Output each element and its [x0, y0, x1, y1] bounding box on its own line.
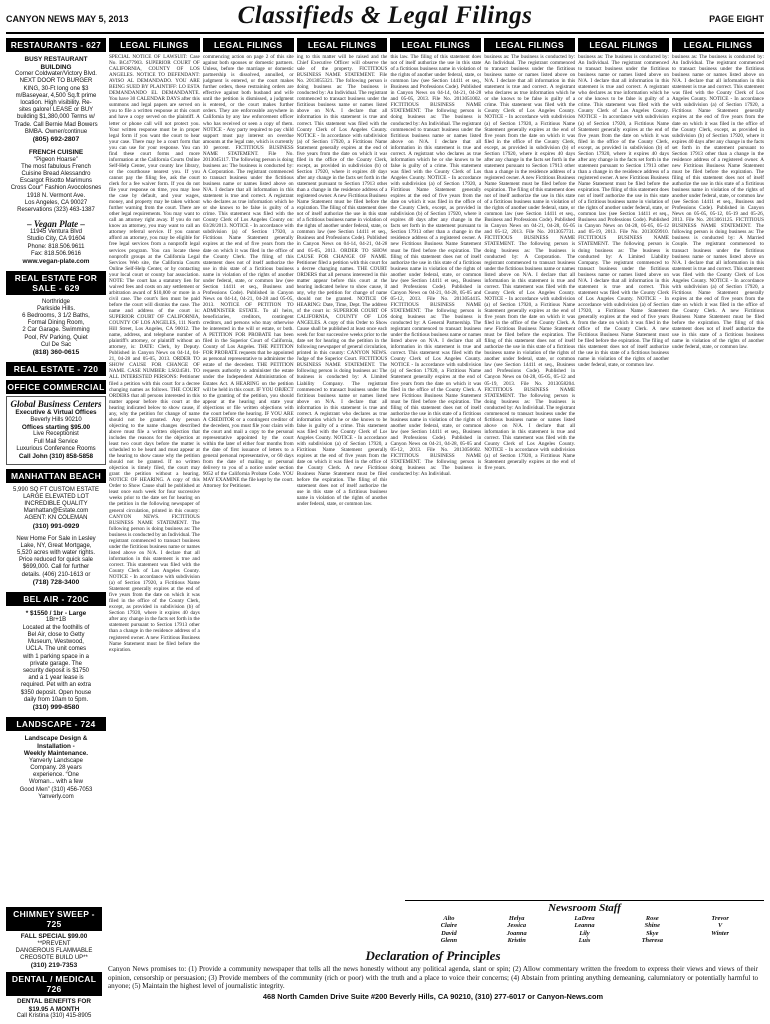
ad-line: CREOSOTE BUILD UP** — [20, 955, 88, 961]
page-body — [6, 38, 764, 904]
legal-filings-header: LEGAL FILINGS — [297, 38, 388, 52]
ad-line: Woman... with a few — [29, 779, 83, 786]
ad-phone: (805) 692-2807 — [32, 136, 80, 144]
ad-line: 6 Bedrooms, 3 1/2 Baths, — [22, 313, 90, 320]
ad-line: Escargot Risotto Marimuns — [19, 178, 93, 185]
vegan-plate-ad — [6, 217, 106, 268]
ad-line: Reservations (323) 463-1387 — [17, 207, 95, 214]
legal-notice-text: this law. The filing of this statement does not of itself authorize the use in this state of a fictitious business name in violation of the rights of another under federal, state, or common law (see Section 14411 et seq., Business and Professions Code). Published in Canyon News on 04-14, 04-21, 04-28 and 05-05, 2013. File No. 2013051002. FICTITIOUS BUSINESS NAME STATEMENT. The following person is doing business as: The business is conducted by: An Individual. The registrant commenced to transact business under the fictitious business name or names listed above on N/A. I declare that all information in this statement is true and correct. A registrant who declares as true information which he or she knows to be false is guilty of a crime. This statement was filed with the County Clerk of Los Angeles County. NOTICE - In accordance with subdivision (a) of Section 17920, a Fictitious Name Statement generally expires at the end of five years from the date on which it was filed in the office of the County Clerk, except, as provided in subdivision (b) of Section 17920, where it expires 40 days after any change in the facts set forth in the statement pursuant to Section 17913 other than a change in the residence address of a registered owner. A new Fictitious Business Name Statement must be filed before the expiration. The filing of this statement does not of itself authorize the use in this state of a fictitious business name in violation of the rights of another under federal, state, or common law (see Section 14411 et seq., Business and Professions Code). Published in Canyon News on 04-21, 04-28, 05-05 and 05-12, 2013. File No. 2013054415. FICTITIOUS BUSINESS NAME STATEMENT. The following person is doing business as: The business is conducted by: A General Partnership. The registrant commenced to transact business under the fictitious business name or names listed above on N/A. I declare that all information in this statement is true and correct. This statement was filed with the County Clerk of Los Angeles County. NOTICE - In accordance with subdivision (a) of Section 17920, a Fictitious Name Statement generally expires at the end of five years from the date on which it was filed in the office of the County Clerk. A new Fictitious Business Name Statement must be filed before the expiration. The filing of this statement does not of itself authorize the use in this state of a fictitious business name in violation of the rights of another under federal, state, or common law (see Section 14411 et seq., Business and Professions Code). Published in Canyon News on 04-21, 04-28, 05-05 and 05-12, 2013. File No. 2013056602. FICTITIOUS BUSINESS NAME STATEMENT. The following person is doing business as: The business is conducted by: An Individual. — [390, 54, 482, 478]
northridge-ad — [6, 297, 106, 360]
ad-line: Located at the foothills of — [22, 624, 90, 631]
staff-name: Joanna — [506, 929, 527, 937]
legal-filings-header: LEGAL FILINGS — [390, 38, 481, 52]
ad-line: details. (406) 210-1613 or — [21, 571, 91, 578]
ad-line: 5,520 acres with water rights. — [16, 550, 96, 557]
ad-line: 11945 Ventura Blvd — [30, 229, 82, 236]
ad-line: 2 Car Garage. Swimming — [22, 327, 90, 334]
ad-line: Yanverly.com — [38, 793, 74, 800]
staff-column — [618, 915, 686, 944]
legal-filings-header: LEGAL FILINGS — [672, 38, 764, 52]
new-home-ad — [6, 534, 106, 590]
legal-column-2 — [203, 38, 294, 904]
ad-line: Weekly Maintenance. — [23, 750, 89, 758]
dental-medical-header — [6, 972, 102, 996]
chimney-sweep-header: CHIMNEY SWEEP - 725 — [6, 907, 102, 931]
ad-line: The most fabulous French — [21, 163, 91, 170]
bel-air-ad — [6, 608, 106, 715]
staff-name: David — [441, 929, 457, 937]
staff-name: Alto — [443, 915, 455, 922]
real-estate-sale-header: REAL ESTATE FOR SALE - 629 — [6, 271, 106, 295]
declaration-of-principles — [102, 948, 764, 1020]
staff-name: Skye — [646, 929, 659, 937]
ad-line: Cross Cour” Fashion Avocolosnes — [10, 185, 102, 192]
ad-line: BMBA. Owner/continue — [24, 128, 88, 135]
declaration-text: Canyon News promises to: (1) Provide a community newspaper that tells all the news honestly without any political agenda, slant or spin; (2) Allow commentary written the freedom to express their views and views of their opinion, censorship or persuasion; (3) Provide members of the community (rich or poor) with the truth and a place to voice their concerns; (4) Abstain from printing anything demeaning, calumniatory or potentially harmful to anyone; (5) Maintain the highest level of journalistic integrity. — [108, 965, 758, 991]
landscape-header: LANDSCAPE - 724 — [6, 717, 106, 731]
legal-notice-text: business as: The business is conducted by: An Individual. The registrant commenced to transact business under the fictitious business name or names listed above on N/A. I declare that all information in this statement is true and correct. This statement was filed with the County Clerk of Los Angeles County. NOTICE - In accordance with subdivision (a) of Section 17920, a Fictitious Name Statement generally expires at the end of five years from the date on which it was filed in the office of the County Clerk, except, as provided in subdivision (b) of Section 17920, where it expires 40 days after any change in the facts set forth in the statement pursuant to Section 17913 other than a change in the residence address of a registered owner. A new Fictitious Business Name Statement must be filed before the expiration. The filing of this statement does not of itself authorize the use in this state of a fictitious business name in violation of the rights of another under federal, state, or common law (see Section 14411 et seq., Business and Professions Code). Published in Canyon News on 05-05, 05-12, 05-19 and 05-26, 2013. File No. 2013061125. FICTITIOUS BUSINESS NAME STATEMENT. The following person is doing business as: The business is conducted by: A Married Couple. The registrant commenced to transact business under the fictitious business name or names listed above on N/A. I declare that all information in this statement is true and correct. This statement was filed with the County Clerk of Los Angeles County. NOTICE - In accordance with subdivision (a) of Section 17920, a Fictitious Name Statement generally expires at the end of five years from the date on which it was filed in the office of the County Clerk. A new Fictitious Business Name Statement must be filed before the expiration. The filing of this statement does not of itself authorize the use in this state of a fictitious business name in violation of the rights of another under federal, state, or common law. — [671, 54, 764, 351]
ad-line: NEXT DOOR TO BURGER — [19, 78, 93, 85]
ad-line: $699,000. Call for further — [22, 564, 90, 571]
legal-notice-text: ing to this matter will be raised and the Chief Executive Officer will observe the sale of the property. FICTITIOUS BUSINESS NAME STATEMENT. File No. 2013055321. The following person is doing business as: The business is conducted by: An Individual. The registrant commenced to transact business under the fictitious business name or names listed above on N/A. I declare that all information in this statement is true and correct. This statement was filed with the County Clerk of Los Angeles County. NOTICE - In accordance with subdivision (a) of Section 17920, a Fictitious Name Statement generally expires at the end of five years from the date on which it was filed in the office of the County Clerk, except, as provided in subdivision (b) of Section 17920, where it expires 40 days after any change in the facts set forth in the statement pursuant to Section 17913 other than a change in the residence address of a registered owner. A new Fictitious Business Name Statement must be filed before the expiration. The filing of this statement does not of itself authorize the use in this state of a fictitious business name in violation of the rights of another under federal, state, or common law (see Section 14411 et seq., Business and Professions Code). Published in Canyon News on 04-14, 04-21, 04-28 and 05-05, 2013. ORDER TO SHOW CAUSE FOR CHANGE OF NAME. Petitioner filed a petition with this court for a decree changing names. THE COURT ORDERS that all persons interested in this matter appear before this court at the hearing indicated below to show cause, if any, why the petition for change of name should not be granted. NOTICE OF HEARING: Date, Time, Dept. The address of the court is: SUPERIOR COURT OF CALIFORNIA, COUNTY OF LOS ANGELES. A copy of this Order to Show Cause shall be published at least once each week for four successive weeks prior to the date set for hearing on the petition in the following newspaper of general circulation, printed in this county: CANYON NEWS. Judge of the Superior Court. FICTITIOUS BUSINESS NAME STATEMENT. The following person is doing business as: The business is conducted by: A Limited Liability Company. The registrant commenced to transact business under the fictitious business name or names listed above on N/A. I declare that all information in this statement is true and correct. A registrant who declares as true information which he or she knows to be false is guilty of a crime. This statement was filed with the County Clerk of Los Angeles County. NOTICE - In accordance with subdivision (a) of Section 17920, a Fictitious Name Statement generally expires at the end of five years from the date on which it was filed in the office of the County Clerk. A new Fictitious Business Name Statement must be filed before the expiration. The filing of this statement does not of itself authorize the use in this state of a fictitious business name in violation of the rights of another under federal, state, or common law. — [296, 54, 388, 508]
staff-name: Lily — [579, 929, 590, 937]
ad-line: Executive & Virtual Offices — [15, 409, 97, 417]
ad-line: “Pigeon Hoarse” — [34, 156, 78, 163]
staff-name: Helya — [508, 915, 525, 922]
staff-name: LaDrea — [574, 915, 595, 922]
bel-air-header: BEL AIR - 720C — [6, 592, 106, 606]
office-commercial-header: OFFICE COMMERCIAL — [7, 382, 105, 393]
vegan-logo: – Vegan Plate – — [27, 219, 85, 230]
ad-line: BUSY RESTAURANT — [24, 56, 88, 63]
dental-ad — [6, 998, 102, 1023]
ad-phone: (310) 219-7353 — [30, 962, 78, 970]
ad-line: Live Receptionist — [33, 431, 79, 438]
ad-line: Los Angeles, CA 90027 — [24, 199, 88, 206]
legal-notice-text: business as: The business is conducted by: An Individual. The registrant commenced to transact business under the fictitious business name or names listed above on N/A. I declare that all information in this statement is true and correct. A registrant who declares as true information which he or she knows to be false is guilty of a crime. This statement was filed with the County Clerk of Los Angeles County. NOTICE - In accordance with subdivision (a) of Section 17920, a Fictitious Name Statement generally expires at the end of five years from the date on which it was filed in the office of the County Clerk, except, as provided in subdivision (b) of Section 17920, where it expires 40 days after any change in the facts set forth in the statement pursuant to Section 17913 other than a change in the residence address of a registered owner. A new Fictitious Business Name Statement must be filed before the expiration. The filing of this statement does not of itself authorize the use in this state of a fictitious business name in violation of the rights of another under federal, state, or common law (see Section 14411 et seq., Business and Professions Code). Published in Canyon News on 04-21, 04-28, 05-05 and 05-12, 2013. File No. 2013057731. FICTITIOUS BUSINESS NAME STATEMENT. The following person is doing business as: The business is conducted by: A Corporation. The registrant commenced to transact business under the fictitious business name or names listed above on N/A. I declare that all information in this statement is true and correct. This statement was filed with the County Clerk of Los Angeles County. NOTICE - In accordance with subdivision (a) of Section 17920, a Fictitious Name Statement generally expires at the end of five years from the date on which it was filed in the office of the County Clerk. A new Fictitious Business Name Statement must be filed before the expiration. The filing of this statement does not of itself authorize the use in this state of a fictitious business name in violation of the rights of another under federal, state, or common law (see Section 14411 et seq., Business and Professions Code). Published in Canyon News on 04-28, 05-05, 05-12 and 05-19, 2013. File No. 2013058204. FICTITIOUS BUSINESS NAME STATEMENT. The following person is doing business as: The business is conducted by: An Individual. The registrant commenced to transact business under the fictitious business name or names listed above on N/A. I declare that all information in this statement is true and correct. This statement was filed with the County Clerk of Los Angeles County. NOTICE - In accordance with subdivision (a) of Section 17920, a Fictitious Name Statement generally expires at the end of five years. — [484, 54, 576, 472]
legal-column-7 — [672, 38, 764, 904]
ad-line: Studio City, CA 91604 — [26, 236, 86, 243]
ad-phone: Call John (310) 858-5858 — [18, 453, 94, 461]
declaration-title: Declaration of Principles — [365, 948, 501, 963]
staff-name: Luis — [578, 936, 591, 944]
ad-line: Northridge — [41, 298, 70, 305]
ad-line: Lake, NY, Great Mortgage, — [20, 542, 92, 549]
ad-line: m/Baseyear, 4,500 Sq.ft prime — [15, 92, 97, 99]
ad-line: Price reduced for quick sale — [18, 557, 94, 564]
ad-line: BUILDING — [40, 63, 72, 71]
contact-footer: 468 North Camden Drive Suite #200 Beverly Hills, CA 90210, (310) 277-6017 or Canyon-News.com — [262, 991, 604, 1001]
staff-title: Newsroom Staff — [548, 902, 621, 914]
ad-line: **PREVENT — [37, 940, 71, 947]
legal-filings-header: LEGAL FILINGS — [109, 38, 200, 52]
legal-filings-header: LEGAL FILINGS — [578, 38, 669, 52]
legal-filings-header: LEGAL FILINGS — [484, 38, 575, 52]
staff-name: Rose — [645, 915, 659, 922]
ad-line: Museum, Westwood, — [28, 639, 84, 646]
legal-column-6 — [578, 38, 669, 904]
ad-line: $350 deposit. Open house — [20, 689, 92, 696]
staff-name: Glenn — [440, 936, 458, 944]
staff-column — [483, 915, 551, 944]
staff-name: Claire — [440, 922, 458, 930]
staff-name: Winter — [711, 929, 730, 937]
staff-columns — [405, 915, 764, 944]
ad-line: Corner Coldwater/Victory Blvd. — [15, 71, 97, 78]
staff-column — [415, 915, 483, 944]
ad-line: daily from 10am to 5pm. — [23, 696, 89, 703]
ad-price: * $1550 / 1br - Large — [25, 609, 87, 617]
ad-line: Installation - — [37, 742, 75, 750]
ad-line: Bel Air, close to Getty — [27, 631, 85, 638]
ad-line: Phone: 818.506.9611 — [27, 243, 85, 250]
legal-notice-text: commencing action on page 2 of this site against both spouses or domestic partners. Unless, before the marriage or domestic partnership is dissolved, annulled, or judgment is entered, or the court makes further orders, these restraining orders are effective against both husband and wife until the petition is dismissed, a judgment is entered, or the court makes further orders. They are enforceable anywhere in California by any law enforcement officer who has received or seen a copy of them. NOTICE - Any party required to pay child support must pay interest on overdue amounts at the legal rate, which is currently 10 percent. FICTITIOUS BUSINESS NAME STATEMENT. File No. 2013045117. The following person is doing business as: The business is conducted by: A Corporation. The registrant commenced to transact business under the fictitious business name or names listed above on N/A. I declare that all information in this statement is true and correct. A registrant who declares as true information which he or she knows to be false is guilty of a crime. This statement was filed with the County Clerk of Los Angeles County on: 03/28/2013. NOTICE - In accordance with subdivision (a) of Section 17920, a Fictitious Name Statement generally expires at the end of five years from the date on which it was filed in the office of the County Clerk. The filing of this statement does not of itself authorize the use in this state of a fictitious business name in violation of the rights of another under federal, state, or common law (see Section 14411 et seq., Business and Professions Code). Published in Canyon News on 04-14, 04-21, 04-28 and 05-05, 2013. NOTICE OF PETITION TO ADMINISTER ESTATE. To all heirs, beneficiaries, creditors, contingent creditors, and persons who may otherwise be interested in the will or estate, or both. A PETITION FOR PROBATE has been filed in the Superior Court of California, County of Los Angeles. THE PETITION FOR PROBATE requests that be appointed as personal representative to administer the estate of the decedent. THE PETITION requests authority to administer the estate under the Independent Administration of Estates Act. A HEARING on the petition will be held in this court. IF YOU OBJECT to the granting of the petition, you should appear at the hearing and state your objections or file written objections with the court before the hearing. IF YOU ARE A CREDITOR or a contingent creditor of the decedent, you must file your claim with the court and mail a copy to the personal representative appointed by the court within the later of either four months from the date of first issuance of letters to a general personal representative, or 60 days from the date of mailing or personal delivery to you of a notice under section 9052 of the California Probate Code. YOU MAY EXAMINE the file kept by the court. Attorney for Petitioner. — [202, 54, 294, 490]
ad-line: Offices starting $95.00 — [21, 423, 91, 431]
newsroom-staff — [405, 900, 764, 946]
ad-line: Call Kristina (310) 415-8905 — [16, 1013, 92, 1020]
ad-line: DANGEROUS FLAMMABLE — [15, 947, 93, 954]
staff-name: V — [717, 922, 723, 930]
page-number: PAGE EIGHT — [709, 14, 764, 24]
legal-notice-text: business as: The business is conducted by: An Individual. The registrant commenced to transact business under the fictitious business name or names listed above on N/A. I declare that all information in this statement is true and correct. A registrant who declares as true information which he or she knows to be false is guilty of a crime. This statement was filed with the County Clerk of Los Angeles County. NOTICE - In accordance with subdivision (a) of Section 17920, a Fictitious Name Statement generally expires at the end of five years from the date on which it was filed in the office of the County Clerk, except, as provided in subdivision (b) of Section 17920, where it expires 40 days after any change in the facts set forth in the statement pursuant to Section 17913 other than a change in the residence address of a registered owner. A new Fictitious Business Name Statement must be filed before the expiration. The filing of this statement does not of itself authorize the use in this state of a fictitious business name in violation of the rights of another under federal, state, or common law (see Section 14411 et seq., Business and Professions Code). Published in Canyon News on 04-28, 05-05, 05-12 and 05-19, 2013. File No. 2013059910. FICTITIOUS BUSINESS NAME STATEMENT. The following person is doing business as: The business is conducted by: A Limited Liability Company. The registrant commenced to transact business under the fictitious business name or names listed above on N/A. I declare that all information in this statement is true and correct. This statement was filed with the County Clerk of Los Angeles County. NOTICE - In accordance with subdivision (a) of Section 17920, a Fictitious Name Statement generally expires at the end of five years from the date on which it was filed in the office of the County Clerk. A new Fictitious Business Name Statement must be filed before the expiration. The filing of this statement does not of itself authorize the use in this state of a fictitious business name in violation of the rights of another under federal, state, or common law. — [578, 54, 669, 369]
masthead — [6, 4, 764, 34]
ad-line: Parkside Hills. — [36, 305, 75, 312]
ad-line: experience. “One — [32, 772, 80, 779]
legal-column-3 — [297, 38, 388, 904]
staff-name: Jessica — [507, 922, 527, 930]
ad-line: AGENT: KN COLEMAN — [24, 515, 88, 522]
ad-line: $19.95 A MONTH — [28, 1005, 80, 1013]
ad-phone: (310) 991-0929 — [32, 522, 80, 530]
ad-phone: (818) 360-0615 — [32, 349, 80, 357]
busy-restaurant-ad — [6, 54, 106, 147]
ad-line: LARGE ELEVATED LOT — [23, 493, 89, 500]
french-cuisine-ad — [6, 147, 106, 217]
staff-name: Leanna — [574, 922, 595, 930]
ad-line: Pool, RV Parking, Quiet — [24, 334, 88, 341]
issue-date: CANYON NEWS MAY 5, 2013 — [6, 14, 129, 24]
legal-notice-text: SPECIAL NOTICE OF LAWSUIT: Case No. BC477903. SUPERIOR COURT OF CALIFORNIA, COUNTY OF LOS ANGELES. NOTICE TO DEFENDANT: AVISO AL DEMANDADO. YOU ARE BEING SUED BY PLAINTIFF: LO ESTA DEMANDANDO EL DEMANDANTE. You have 30 CALENDAR DAYS after this summons and legal papers are served on you to file a written response at this court and have a copy served on the plaintiff. A letter or phone call will not protect you. Your written response must be in proper legal form if you want the court to hear your case. There may be a court form that you can use for your response. You can find these court forms and more information at the California Courts Online Self-Help Center, your county law library, or the courthouse nearest you. If you cannot pay the filing fee, ask the court clerk for a fee waiver form. If you do not file your response on time, you may lose the case by default, and your wages, money, and property may be taken without further warning from the court. There are other legal requirements. You may want to call an attorney right away. If you do not know an attorney, you may want to call an attorney referral service. If you cannot afford an attorney, you may be eligible for free legal services from a nonprofit legal services program. You can locate these nonprofit groups at the California Legal Services Web site, the California Courts Online Self-Help Center, or by contacting your local court or county bar association. NOTE: The court has a statutory lien for waived fees and costs on any settlement or arbitration award of $10,000 or more in a civil case. The court's lien must be paid before the court will dismiss the case. The name and address of the court is: SUPERIOR COURT OF CALIFORNIA, COUNTY OF LOS ANGELES, 111 North Hill Street, Los Angeles, CA 90012. The name, address, and telephone number of plaintiff's attorney, or plaintiff without an attorney, is: DATE: Clerk, by Deputy. Published in Canyon News on 04-14, 04-21, 04-28 and 05-05, 2013. ORDER TO SHOW CAUSE FOR CHANGE OF NAME. CASE NUMBER: LS024581. TO ALL INTERESTED PERSONS: Petitioner filed a petition with this court for a decree changing names as follows. THE COURT ORDERS that all persons interested in this matter appear before this court at the hearing indicated below to show cause, if any, why the petition for change of name should not be granted. Any person objecting to the name changes described above must file a written objection that includes the reasons for the objection at least two court days before the matter is scheduled to be heard and must appear at the hearing to show cause why the petition should not be granted. If no written objection is timely filed, the court may grant the petition without a hearing. NOTICE OF HEARING. A copy of this Order to Show Cause shall be published at least once each week for four successive weeks prior to the date set for hearing on the petition in the following newspaper of general circulation, printed in this county: CANYON NEWS. FICTITIOUS BUSINESS NAME STATEMENT. The following person is doing business as: The business is conducted by an Individual. The registrant commenced to transact business under the fictitious business name or names listed above on N/A. I declare that all information in this statement is true and correct. This statement was filed with the County Clerk of Los Angeles County. NOTICE - In accordance with subdivision (a) of Section 17920, a Fictitious Name Statement generally expires at the end of five years from the date on which it was filed in the office of the County Clerk, except, as provided in subdivision (b) of Section 17920, where it expires 40 days after any change in the facts set forth in the statement pursuant to Section 17913 other than a change in the residence address of a registered owner. A new Fictitious Business Name Statement must be filed before the expiration. — [109, 54, 200, 653]
ad-line: location. High visibility. Re- — [20, 100, 92, 106]
ad-line: Beverly Hills 90210 — [30, 416, 82, 423]
staff-name: Trevor — [711, 915, 729, 922]
ad-line: sites galore! LEASE or BUY — [18, 107, 94, 114]
ad-line: private garage. The — [30, 660, 82, 667]
ad-line: Manhattan@Estate.com — [23, 508, 89, 515]
legal-column-1 — [109, 38, 200, 904]
staff-name: Shine — [644, 922, 660, 930]
ad-line: UCLA. The unit comes — [25, 646, 87, 653]
chimney-ad — [6, 933, 102, 970]
legal-filings-header: LEGAL FILINGS — [203, 38, 294, 52]
ad-line: Yanverly Landscape — [29, 757, 83, 764]
manhattan-ad — [6, 485, 106, 534]
ad-phone: (310) 999-8580 — [32, 703, 80, 711]
legal-column-4 — [390, 38, 481, 904]
ad-line: INCREDIBLE QUALITY — [24, 501, 88, 508]
ad-line: Landscape Design & — [24, 734, 88, 742]
ad-line: Cul De Sac — [40, 341, 72, 348]
ad-line: building $1,380,000 Terms w/ — [17, 114, 95, 121]
ad-line: 1Br+1B — [45, 617, 67, 624]
ad-line: security deposit is $1750 — [22, 667, 90, 674]
global-logo: Global Business Centers — [10, 399, 102, 410]
landscape-ad — [6, 733, 106, 804]
staff-name: Kristin — [507, 936, 526, 944]
ad-line: with 1 parking space in a — [22, 653, 90, 660]
dental-header-code: 726 — [46, 984, 62, 995]
real-estate-720-header: REAL ESTATE - 720 — [6, 362, 106, 376]
staff-column — [686, 915, 754, 944]
ads-column — [6, 38, 106, 904]
ad-phone: (718) 728-3400 — [32, 578, 80, 586]
manhattan-beach-header: MANHATTAN BEACH — [6, 469, 106, 483]
staff-name: Theresa — [641, 936, 663, 944]
ad-line: DENTAL BENEFITS FOR — [17, 998, 91, 1006]
vegan-website-link[interactable]: www.vegan-plate.com — [22, 258, 90, 266]
ad-line: FALL SPECIAL $99.00 — [20, 933, 88, 940]
ad-line: required. Pet with an extra — [20, 682, 92, 689]
ad-line: 5,990 SQ FT CUSTOM ESTATE — [13, 486, 99, 493]
ad-line: Company. 28 years — [30, 764, 82, 771]
page-title: Classifieds & Legal Filings — [237, 2, 533, 29]
legal-column-5 — [484, 38, 575, 904]
ad-line: 1918 N. Vermont Ave. — [26, 192, 86, 199]
ad-line: and a 1 year lease is — [28, 675, 84, 682]
restaurants-header: RESTAURANTS - 627 — [6, 38, 106, 52]
staff-column — [551, 915, 619, 944]
ad-line: Trade. Call Bernie Mad Bowers — [14, 121, 98, 128]
ad-title: FRENCH CUISINE — [28, 149, 84, 157]
ad-line: Full Mail Service — [33, 438, 78, 445]
ad-line: Fax: 818.506.9616 — [30, 250, 82, 257]
ad-line: Formal Dining Room, — [27, 320, 85, 327]
ad-line: Luxurious Conference Rooms — [16, 445, 96, 452]
ad-line: Cuisine Bread Alessandro — [21, 171, 91, 178]
bottom-left-ads — [6, 905, 102, 1020]
ad-line: KING, 30-Ft long one $3 — [23, 85, 89, 92]
dental-header-label: DENTAL / MEDICAL — [11, 974, 97, 985]
ad-line: New Home For Sale in Lesley — [16, 535, 96, 542]
global-business-ad — [6, 396, 106, 465]
ad-line: Good Men” (310) 456-7053 — [19, 786, 93, 793]
